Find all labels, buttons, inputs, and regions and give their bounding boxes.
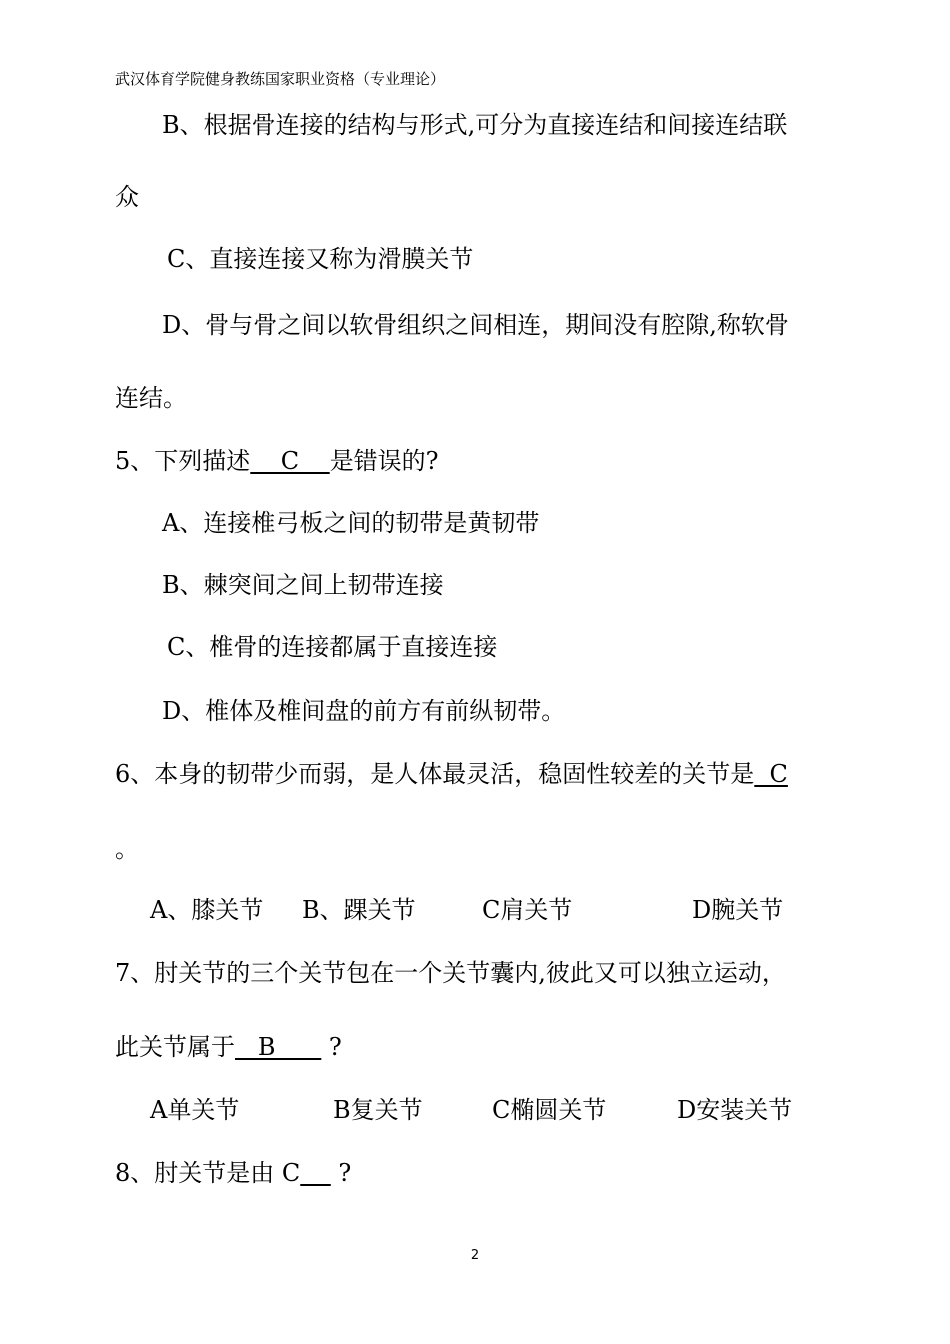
question-5 — [115, 446, 439, 476]
q7-option-c: C椭圆关节 — [492, 1096, 607, 1124]
q7-option-a: A单关节 — [150, 1096, 240, 1124]
question-7-line2 — [115, 1032, 342, 1062]
question-5-stem: 5、下列描述 — [115, 447, 251, 475]
option-b-line2: 众 — [115, 183, 139, 211]
question-6-stem: 6、本身的韧带少而弱，是人体最灵活，稳固性较差的关节是 — [115, 760, 755, 788]
question-8-stem-end: ? — [330, 1159, 352, 1187]
q6-option-d: D腕关节 — [692, 896, 784, 924]
question-7-line1: 7、肘关节的三个关节包在一个关节囊内,彼此又可以独立运动， — [115, 959, 786, 987]
question-7-stem: 此关节属于 — [115, 1033, 235, 1061]
q7-option-b: B复关节 — [333, 1096, 423, 1124]
page-number: 2 — [470, 1248, 480, 1263]
page-header: 武汉体育学院健身教练国家职业资格（专业理论） — [115, 70, 446, 88]
question-8 — [115, 1158, 351, 1188]
question-6-end: 。 — [115, 835, 139, 863]
option-d-line1: D、骨与骨之间以软骨组织之间相连，期间没有腔隙,称软骨 — [162, 311, 789, 339]
question-6-answer: C — [754, 760, 788, 788]
option-c: C、直接连接又称为滑膜关节 — [167, 245, 474, 273]
q5-option-d: D、椎体及椎间盘的前方有前纵韧带。 — [162, 697, 566, 725]
question-5-answer: C — [250, 447, 330, 475]
question-7-stem-end: ? — [321, 1033, 342, 1061]
q7-option-d: D安装关节 — [677, 1096, 793, 1124]
question-7-answer: B — [235, 1033, 322, 1061]
question-8-blank — [300, 1159, 331, 1187]
q5-option-a: A、连接椎弓板之间的韧带是黄韧带 — [162, 509, 540, 537]
q6-option-c: C肩关节 — [482, 896, 573, 924]
option-b-line1: B、根据骨连接的结构与形式,可分为直接连结和间接连结联 — [162, 111, 788, 139]
q6-option-b: B、踝关节 — [302, 896, 416, 924]
q5-option-b: B、棘突间之间上韧带连接 — [162, 571, 444, 599]
question-6 — [115, 759, 788, 789]
question-5-stem-end: 是错误的? — [329, 447, 439, 475]
q5-option-c: C、椎骨的连接都属于直接连接 — [167, 633, 498, 661]
question-8-stem: 8、肘关节是由 C — [115, 1159, 301, 1187]
option-d-line2: 连结。 — [115, 384, 187, 412]
q6-option-a: A、膝关节 — [150, 896, 264, 924]
